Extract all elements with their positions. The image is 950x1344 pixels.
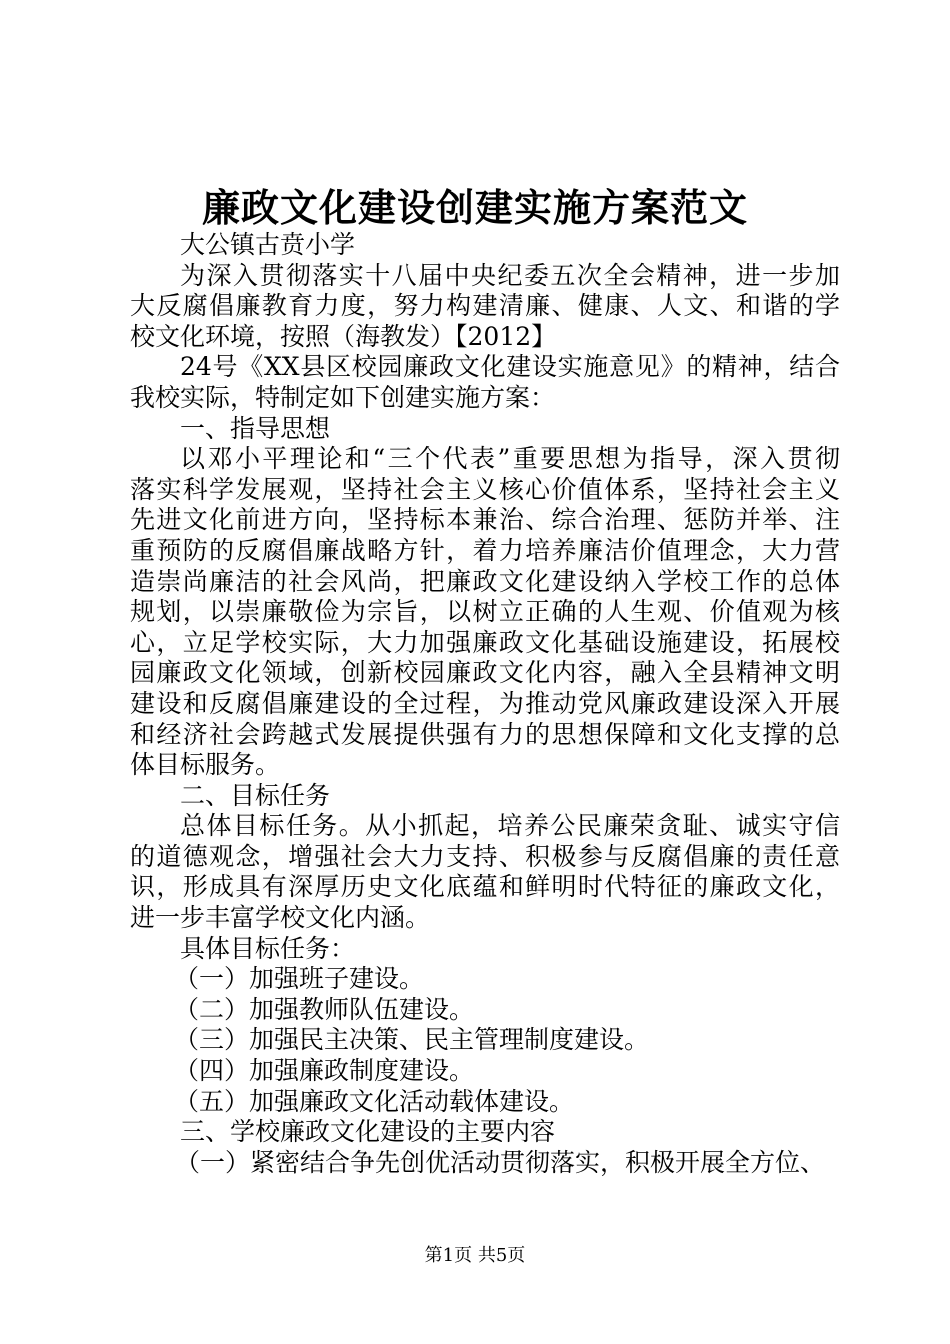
paragraph-line: 进一步丰富学校文化内涵。 (130, 903, 431, 933)
list-item: （四）加强廉政制度建设。 (174, 1056, 475, 1086)
section-heading: 三、学校廉政文化建设的主要内容 (180, 1117, 556, 1147)
section-heading: 二、目标任务 (180, 780, 331, 810)
paragraph-line: 具体目标任务： (180, 933, 356, 963)
paragraph-line: 建设和反腐倡廉建设的全过程，为推动党风廉政建设深入开展 (130, 688, 840, 718)
paragraph-line: 总体目标任务。从小抓起，培养公民廉荣贪耻、诚实守信 (180, 811, 840, 841)
paragraph-line: 先进文化前进方向，坚持标本兼治、综合治理、惩防并举、注 (130, 505, 840, 535)
list-item: （一）加强班子建设。 (174, 964, 425, 994)
document-title: 廉政文化建设创建实施方案范文 (201, 185, 748, 230)
paragraph-line: 心，立足学校实际，大力加强廉政文化基础设施建设，拓展校 (130, 627, 840, 657)
paragraph-line: 大反腐倡廉教育力度，努力构建清廉、健康、人文、和谐的学 (130, 291, 840, 321)
paragraph-line: 24号《XX县区校园廉政文化建设实施意见》的精神，结合 (180, 352, 840, 382)
paragraph-line: 园廉政文化领域，创新校园廉政文化内容，融入全县精神文明 (130, 658, 840, 688)
list-item: （三）加强民主决策、民主管理制度建设。 (174, 1025, 650, 1055)
paragraph-line: 识，形成具有深厚历史文化底蕴和鲜明时代特征的廉政文化， (130, 872, 840, 902)
paragraph-line: 我校实际，特制定如下创建实施方案： (130, 382, 556, 412)
paragraph-line: 为深入贯彻落实十八届中央纪委五次全会精神，进一步加 (180, 260, 840, 290)
paragraph-line: 体目标服务。 (130, 750, 281, 780)
paragraph-line: 造崇尚廉洁的社会风尚，把廉政文化建设纳入学校工作的总体 (130, 566, 840, 596)
list-item: （二）加强教师队伍建设。 (174, 994, 475, 1024)
document-body (130, 230, 840, 1178)
paragraph-line: 以邓小平理论和“三个代表”重要思想为指导，深入贯彻 (180, 444, 840, 474)
list-item: （五）加强廉政文化活动载体建设。 (174, 1086, 575, 1116)
school-name-line: 大公镇古贲小学 (180, 230, 356, 259)
paragraph-line: （一）紧密结合争先创优活动贯彻落实，积极开展全方位、 (175, 1147, 826, 1177)
paragraph-line: 和经济社会跨越式发展提供强有力的思想保障和文化支撑的总 (130, 719, 840, 749)
paragraph-line: 的道德观念，增强社会大力支持、积极参与反腐倡廉的责任意 (130, 841, 840, 871)
paragraph-line: 校文化环境，按照（海教发）【2012】 (130, 321, 557, 351)
paragraph-line: 重预防的反腐倡廉战略方针，着力培养廉洁价值理念，大力营 (130, 535, 840, 565)
section-heading: 一、指导思想 (180, 413, 331, 443)
paragraph-line: 落实科学发展观，坚持社会主义核心价值体系，坚持社会主义 (130, 474, 840, 504)
page-number-footer: 第1页 共5页 (424, 1245, 526, 1266)
paragraph-line: 规划，以崇廉敬俭为宗旨，以树立正确的人生观、价值观为核 (130, 597, 840, 627)
